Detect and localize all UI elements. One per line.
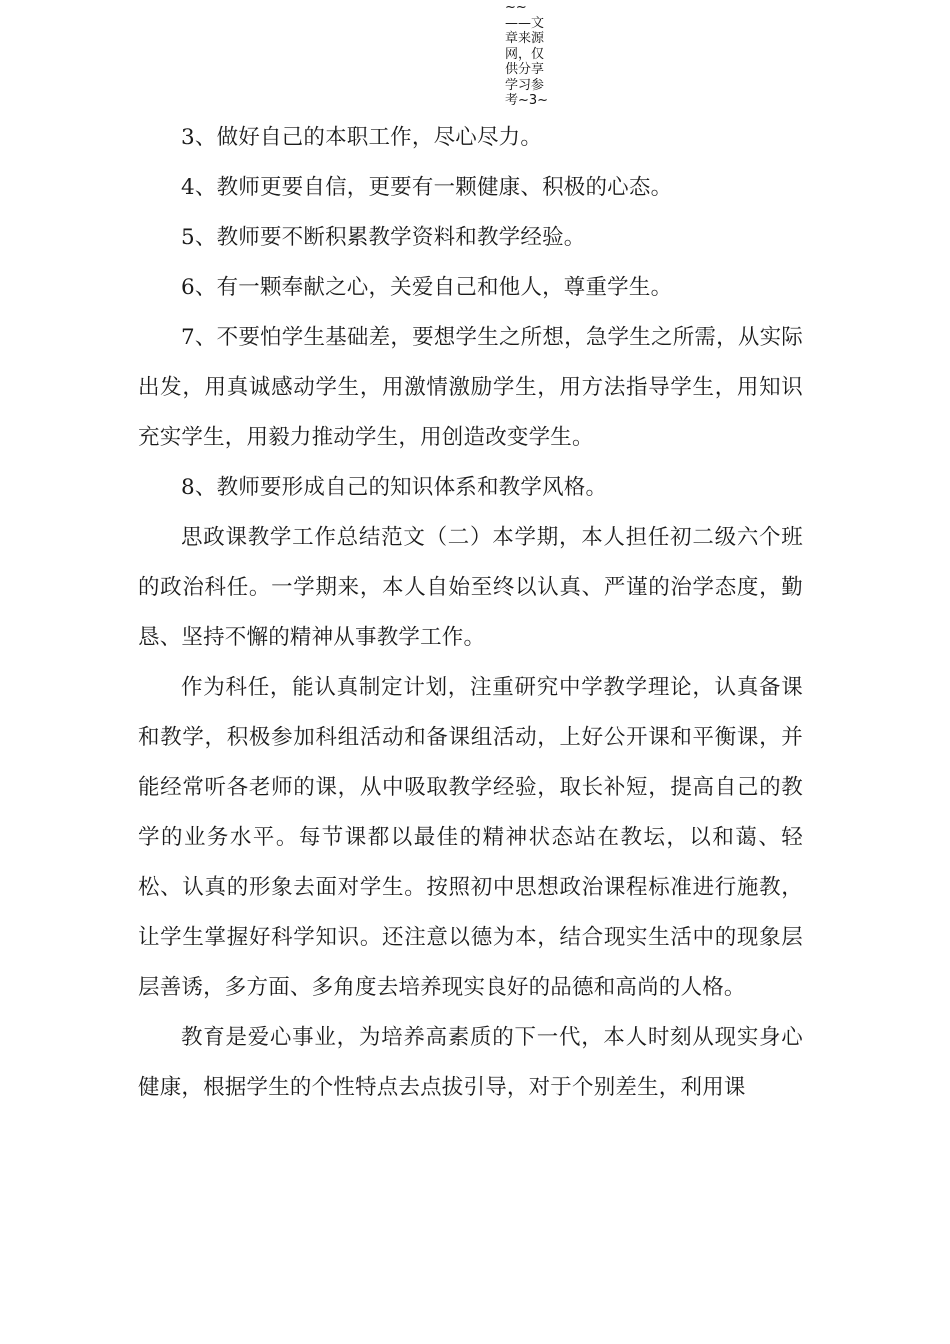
paragraph-item-7: 7、不要怕学生基础差，要想学生之所想，急学生之所需，从实际出发，用真诚感动学生，用激情激励学生，用方法指导学生，用知识充实学生，用毅力推动学生，用创造改变学生。 [138,325,803,450]
paragraph-item-4: 4、教师更要自信，更要有一颗健康、积极的心态。 [181,175,673,200]
paragraph-intro: 思政课教学工作总结范文（二）本学期，本人担任初二级六个班的政治科任。一学期来，本人自始至终以认真、严谨的治学态度，勤恳、坚持不懈的精神从事教学工作。 [138,525,803,650]
paragraph-item-8: 8、教师要形成自己的知识体系和教学风格。 [181,475,608,500]
header-note-line: 网，仅 [505,46,545,62]
header-note-line: 学习参 [505,77,545,93]
paragraph-item-5: 5、教师要不断积累教学资料和教学经验。 [181,225,586,250]
header-note-line: 章来源 [505,31,545,46]
paragraph-item-3: 3、做好自己的本职工作，尽心尽力。 [181,125,543,150]
header-note-line: 考~3~ [505,93,549,108]
paragraph-education: 教育是爱心事业，为培养高素质的下一代，本人时刻从现实身心健康，根据学生的个性特点去点拔引导，对于个别差生，利用课 [138,1025,803,1100]
paragraph-item-6: 6、有一颗奉献之心，关爱自己和他人，尊重学生。 [181,275,673,300]
header-note-line: ——文 [505,15,545,31]
header-note-line: 供分享 [505,62,545,77]
document-body [138,113,803,1113]
header-note-line: ~~ [505,0,527,15]
header-note [505,0,555,109]
paragraph-teaching: 作为科任，能认真制定计划，注重研究中学教学理论，认真备课和教学，积极参加科组活动和备课组活动，上好公开课和平衡课，并能经常听各老师的课，从中吸取教学经验，取长补短，提高自己的教学的业务水平。每节课都以最佳的精神状态站在教坛，以和蔼、轻松、认真的形象去面对学生。按照初中思想政治课程标准进行施教，让学生掌握好科学知识。还注意以德为本，结合现实生活中的现象层层善诱，多方面、多角度去培养现实良好的品德和高尚的人格。 [138,675,803,1000]
